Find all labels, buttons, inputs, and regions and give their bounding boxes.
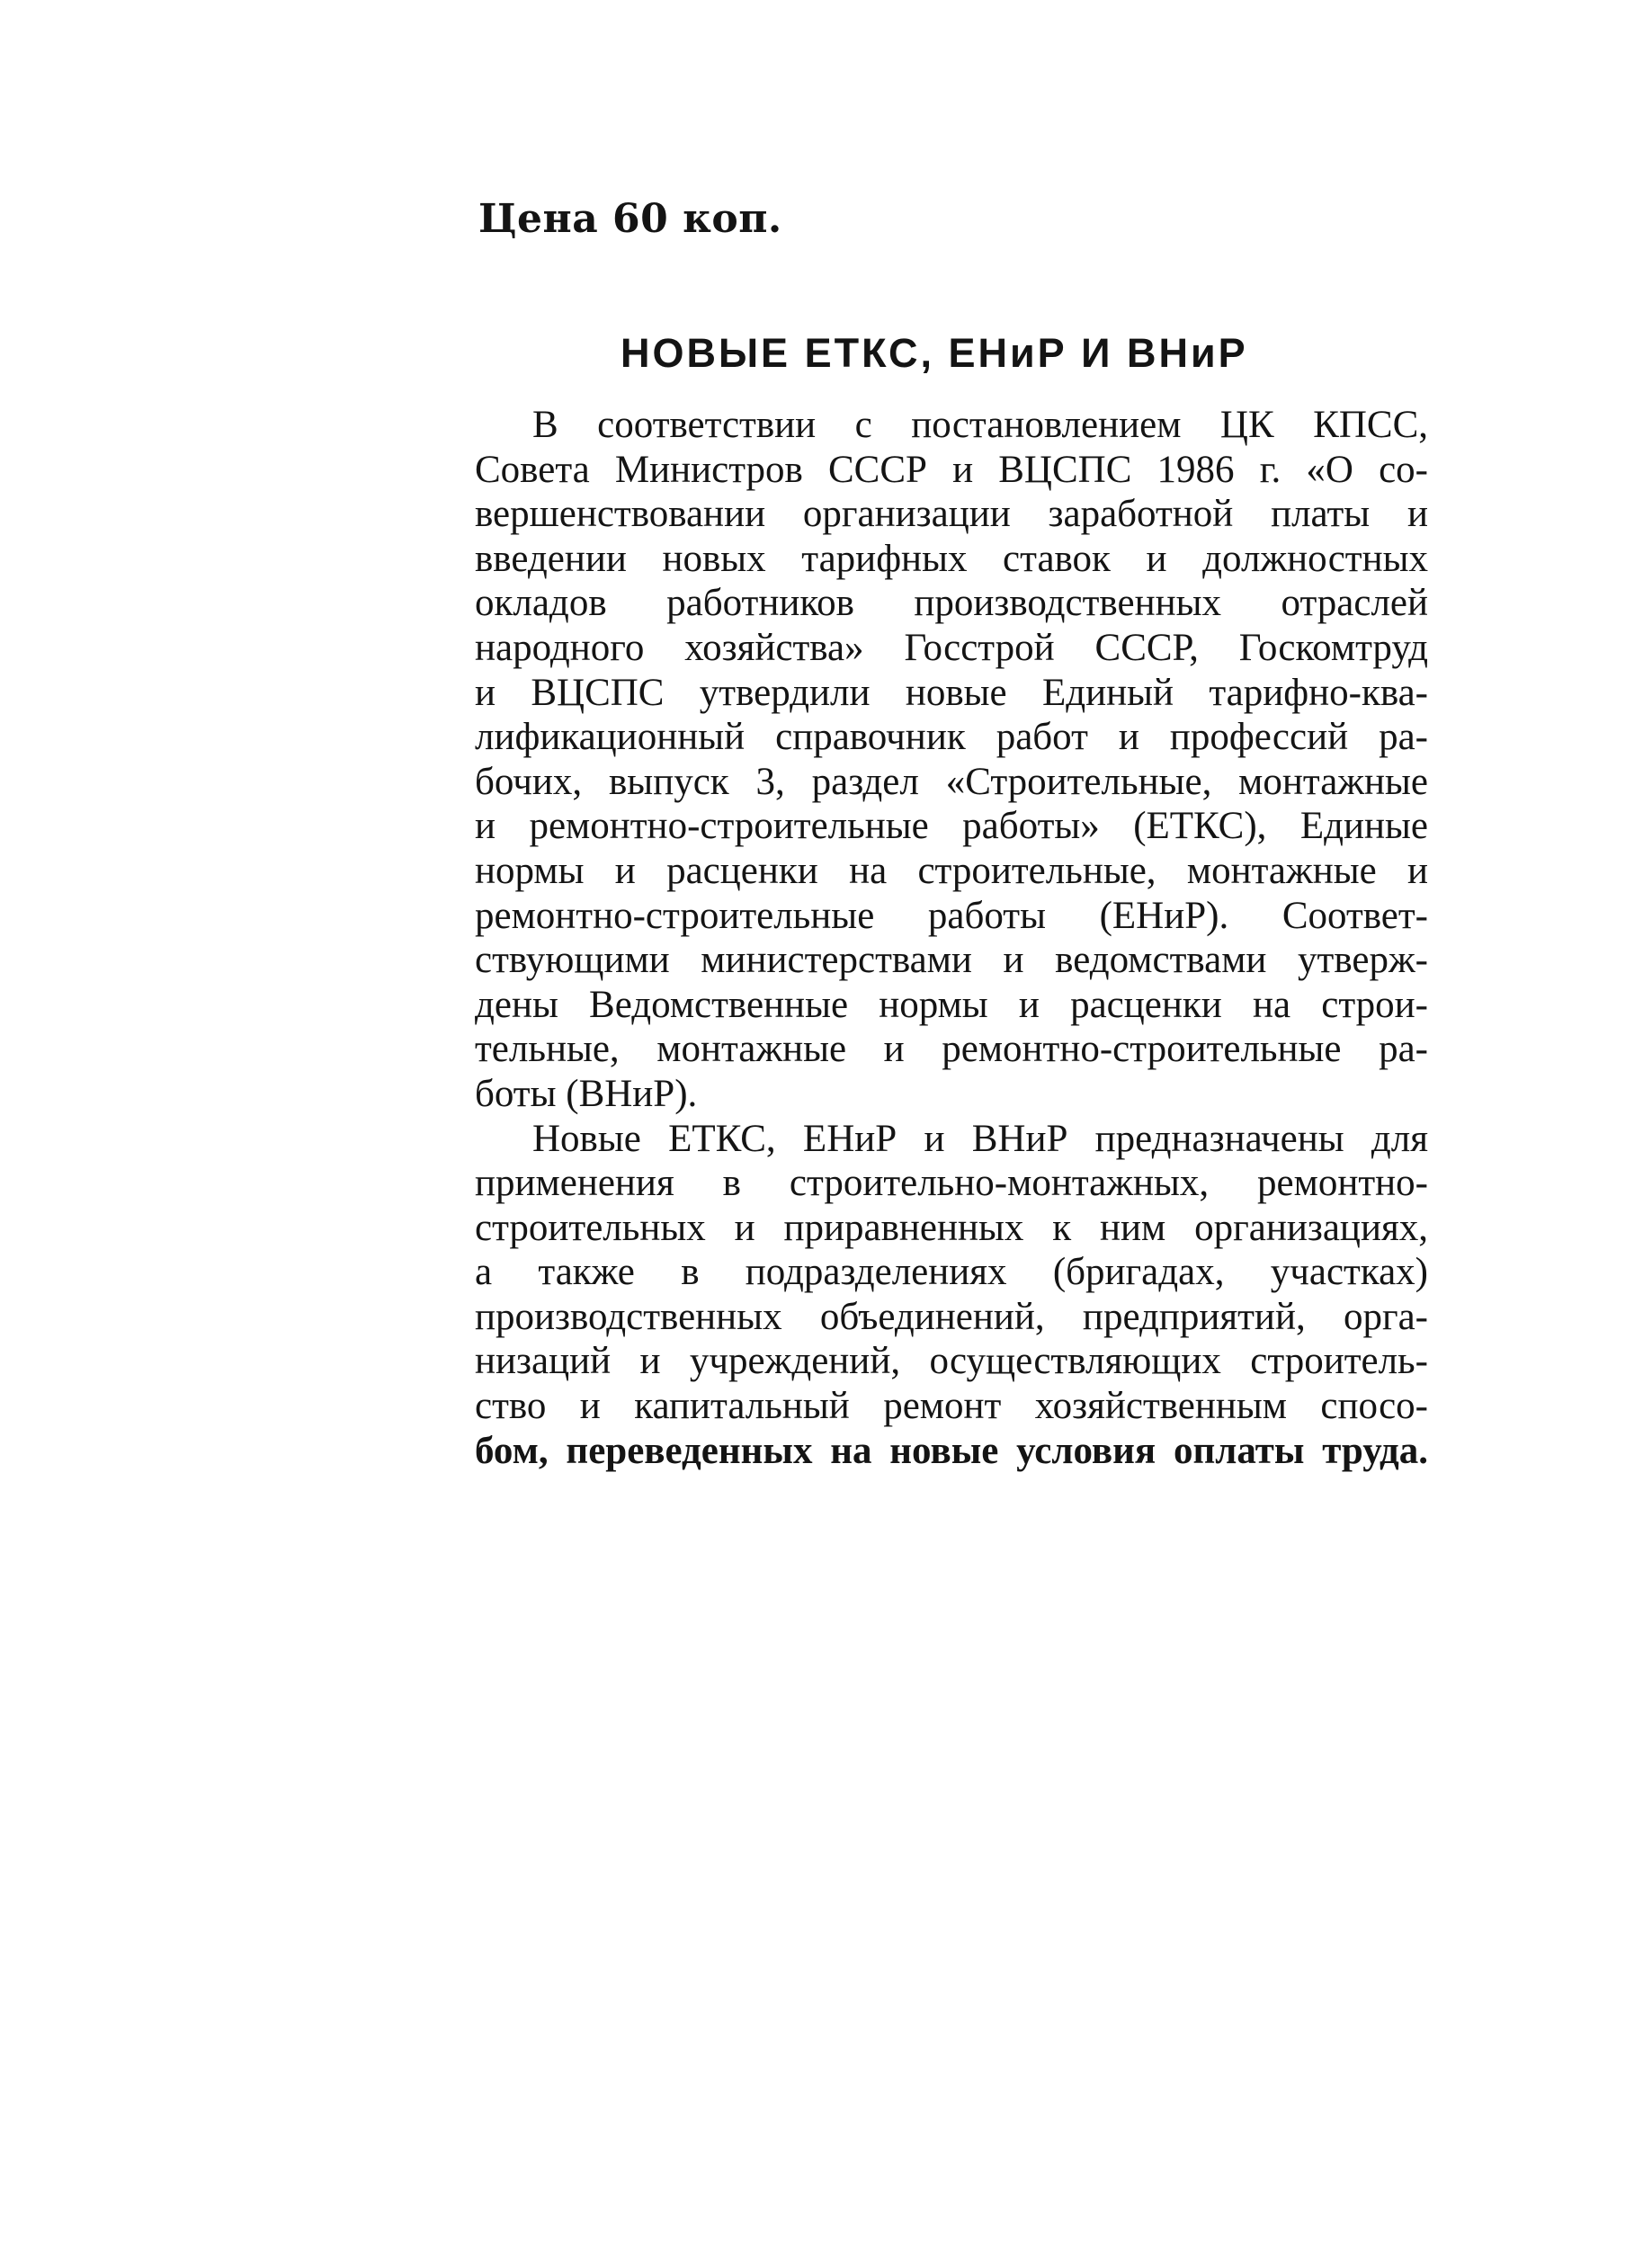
body-text [475, 403, 1428, 1473]
text-line: а также в подразделениях (бригадах, участках) [475, 1251, 1428, 1294]
text-line: производственных объединений, предприятий, орга- [475, 1295, 1428, 1338]
text-line: и ВЦСПС утвердили новые Единый тарифно-ква- [475, 671, 1428, 714]
text-line: Новые ЕТКС, ЕНиР и ВНиР предназначены для [532, 1117, 1428, 1160]
price-label: Цена 60 коп. [478, 196, 782, 242]
text-line: боты (ВНиР). [475, 1072, 698, 1115]
text-line: дены Ведомственные нормы и расценки на строи- [475, 983, 1428, 1026]
page-title: НОВЫЕ ЕТКС, ЕНиР И ВНиР [621, 330, 1248, 376]
text-line: ремонтно-строительные работы (ЕНиР). Соответ- [475, 894, 1428, 937]
text-line: лификационный справочник работ и профессий ра- [475, 716, 1428, 759]
text-line: строительных и приравненных к ним организациях, [475, 1206, 1428, 1249]
text-line: нормы и расценки на строительные, монтажные и [475, 849, 1428, 892]
text-line: применения в строительно-монтажных, ремонтно- [475, 1162, 1428, 1205]
text-line: бочих, выпуск 3, раздел «Строительные, монтажные [475, 760, 1428, 803]
text-line: ство и капитальный ремонт хозяйственным спосо- [475, 1385, 1428, 1428]
text-line: и ремонтно-строительные работы» (ЕТКС), Единые [475, 805, 1428, 848]
text-line: В соответствии с постановлением ЦК КПСС, [532, 404, 1428, 446]
text-line: окладов работников производственных отраслей [475, 582, 1428, 625]
text-line: ствующими министерствами и ведомствами утверж- [475, 939, 1428, 982]
text-line: Совета Министров СССР и ВЦСПС 1986 г. «О со- [475, 448, 1428, 491]
text-line: введении новых тарифных ставок и должностных [475, 537, 1428, 580]
text-line: тельные, монтажные и ремонтно-строительные ра- [475, 1028, 1428, 1071]
text-line: низаций и учреждений, осуществляющих строитель- [475, 1340, 1428, 1383]
text-line: вершенствовании организации заработной платы и [475, 493, 1428, 536]
text-line: бом, переведенных на новые условия оплаты труда. [475, 1429, 1428, 1472]
text-line: народного хозяйства» Госстрой СССР, Госкомтруд [475, 626, 1428, 669]
paragraph-1 [475, 403, 1428, 1117]
paragraph-2 [475, 1117, 1428, 1474]
